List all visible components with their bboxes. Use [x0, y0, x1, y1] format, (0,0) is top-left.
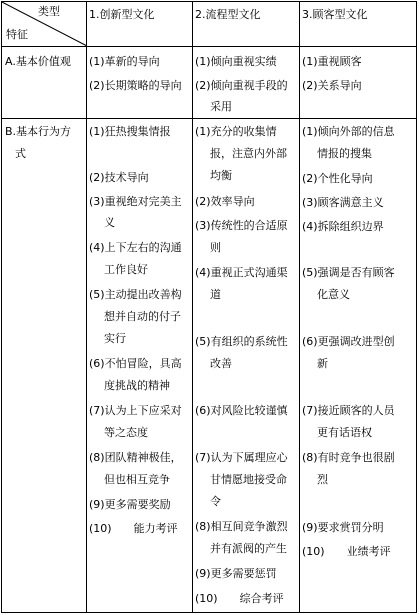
- cell-line: 想并自动的付子: [104, 310, 181, 323]
- cell-line: (3)重视绝对完美主: [89, 195, 182, 208]
- cell-line: (4)拆除组织边界: [302, 220, 384, 233]
- cell-line: (5)有组织的系统性: [195, 335, 288, 348]
- cell-line: (6)更强调改进型创: [302, 335, 395, 348]
- cell-line: (1)革新的导向: [89, 55, 160, 68]
- cell-line: (2)关系导向: [302, 79, 362, 92]
- cell-line: 工作良好: [104, 263, 148, 276]
- cell-line: (2)个性化导向: [302, 172, 373, 185]
- cell-line: (7)认为下属理应心: [195, 451, 288, 464]
- cell-line: (6)不怕冒险，具高: [89, 357, 182, 370]
- row-divider-values: [2, 118, 416, 119]
- col-divider-3: [299, 2, 300, 612]
- cell-line: 新: [317, 357, 328, 370]
- cell-line: 甘情愿地接受命: [210, 473, 287, 486]
- cell-line: (1)倾向重视实绩: [195, 55, 277, 68]
- culture-comparison-table: [1, 1, 417, 613]
- cell-line: (4)重视正式沟通渠: [195, 266, 288, 279]
- cell-line: 等之态度: [104, 426, 148, 439]
- cell-line: 均衡: [210, 169, 232, 182]
- cell-line: 烈: [317, 473, 328, 486]
- col-divider-2: [192, 2, 193, 612]
- cell-line: 报，注意内外部: [210, 147, 287, 160]
- cell-line: 实行: [104, 332, 126, 345]
- cell-line: (10) 业绩考评: [302, 545, 391, 558]
- column-header-process: 2.流程型文化: [195, 8, 261, 21]
- cell-line: 情报的搜集: [317, 147, 372, 160]
- cell-line: (6)对风险比较谨慎: [195, 404, 288, 417]
- cell-line: (1)重视顾客: [302, 55, 362, 68]
- cell-line: (2)倾向重视手段的: [195, 79, 288, 92]
- cell-line: 度挑战的精神: [104, 379, 170, 392]
- cell-line: (9)更多需要奖励: [89, 498, 171, 511]
- cell-line: 令: [210, 495, 221, 508]
- cell-line: (9)要求赏罚分明: [302, 521, 384, 534]
- row-divider-header: [2, 46, 416, 47]
- cell-line: (3)顾客满意主义: [302, 196, 384, 209]
- cell-line: 采用: [210, 100, 232, 113]
- col-divider-1: [86, 2, 87, 612]
- cell-line: (1)狂热搜集情报: [89, 125, 171, 138]
- cell-line: 并有派阀的产生: [210, 542, 287, 555]
- cell-line: 化意义: [317, 288, 350, 301]
- row-label-line: A.基本价值观: [5, 55, 71, 68]
- cell-line: 改善: [210, 357, 232, 370]
- cell-line: (3)传统性的合适原: [195, 219, 288, 232]
- cell-line: (5)主动提出改善构: [89, 288, 182, 301]
- cell-line: 则: [210, 241, 221, 254]
- cell-line: (2)效率导向: [195, 195, 255, 208]
- cell-line: (5)强调是否有顾客: [302, 266, 395, 279]
- cell-line: (8)相互间竞争激烈: [195, 520, 288, 533]
- row-label-line: 式: [15, 147, 26, 160]
- cell-line: 义: [104, 216, 115, 229]
- cell-line: (10) 能力考评: [89, 522, 178, 535]
- column-header-customer: 3.顾客型文化: [302, 8, 368, 21]
- column-header-innovative: 1.创新型文化: [89, 8, 155, 21]
- cell-line: (8)有时竞争也很剧: [302, 451, 395, 464]
- cell-line: 更有话语权: [317, 426, 372, 439]
- cell-line: 但也相互竞争: [104, 473, 170, 486]
- cell-line: (4)上下左右的沟通: [89, 241, 182, 254]
- corner-label-type: 类型: [38, 5, 60, 18]
- cell-line: (2)长期策略的导向: [89, 79, 182, 92]
- cell-line: (2)技术导向: [89, 171, 149, 184]
- cell-line: (8)团队精神极佳，: [89, 451, 182, 464]
- cell-line: (9)更多需要惩罚: [195, 567, 277, 580]
- cell-line: (7)接近顾客的人员: [302, 404, 395, 417]
- cell-line: (10) 综合考评: [195, 592, 284, 605]
- cell-line: (1)充分的收集情: [195, 125, 277, 138]
- cell-line: (7)认为上下应采对: [89, 404, 182, 417]
- row-label-line: B.基本行为方: [5, 125, 72, 138]
- cell-line: (1)倾向外部的信息: [302, 125, 395, 138]
- cell-line: 道: [210, 288, 221, 301]
- corner-label-feature: 特征: [6, 28, 28, 41]
